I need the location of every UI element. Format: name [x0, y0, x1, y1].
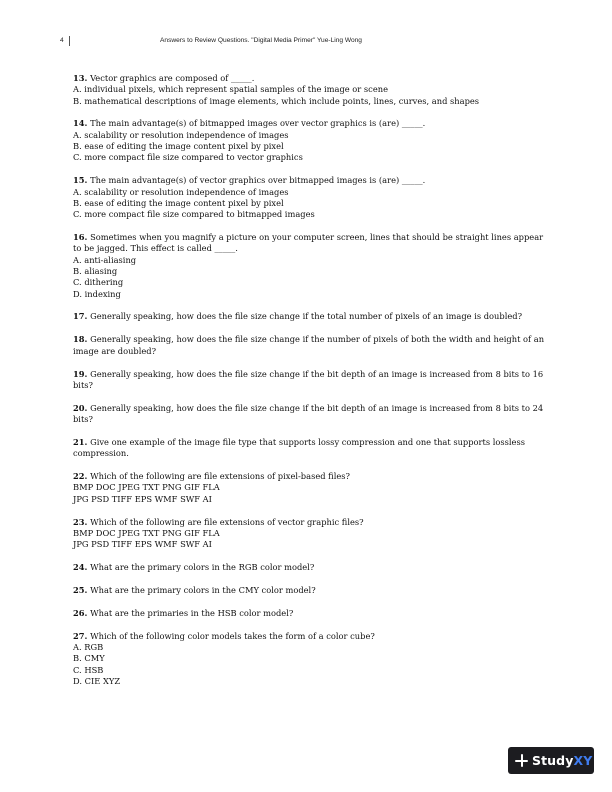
answer-option: A. anti-aliasing	[73, 254, 137, 265]
question-number: 20.	[73, 402, 88, 413]
question-number: 25.	[73, 584, 88, 595]
question-stem	[73, 232, 553, 255]
question-stem	[73, 73, 553, 84]
question-stem	[73, 369, 553, 392]
answer-option: B. CMY	[73, 653, 105, 664]
question-stem	[73, 437, 553, 460]
question-block	[73, 517, 553, 551]
studyxy-badge[interactable]	[508, 747, 594, 774]
question-stem	[73, 471, 553, 482]
question-block	[73, 631, 553, 687]
answer-option: B. ease of editing the image content pixel by pixel	[73, 141, 284, 152]
question-stem	[73, 334, 553, 357]
question-text: Which of the following color models takes the form of a color cube?	[90, 630, 375, 641]
question-stem	[73, 562, 553, 573]
answer-option: B. mathematical descriptions of image elements, which include points, lines, curves, and shapes	[73, 95, 480, 106]
answer-option: C. dithering	[73, 277, 124, 288]
question-number: 15.	[73, 175, 88, 186]
question-block	[73, 471, 553, 505]
question-block	[73, 403, 553, 426]
answer-option: A. individual pixels, which represent spatial samples of the image or scene	[73, 84, 388, 95]
answer-option: D. indexing	[73, 288, 121, 299]
question-number: 24.	[73, 562, 88, 573]
header-title: Answers to Review Questions. "Digital Media Primer" Yue-Ling Wong	[160, 37, 362, 44]
answer-option: BMP DOC JPEG TXT PNG GIF FLA	[73, 482, 220, 493]
answer-option: C. HSB	[73, 664, 104, 675]
question-number: 19.	[73, 368, 88, 379]
question-text: Sometimes when you magnify a picture on your computer screen, lines that should be straight lines appear to be jagged. This effect is called _____.	[73, 232, 544, 254]
question-block	[73, 334, 553, 357]
question-list	[73, 73, 553, 699]
answer-option: JPG PSD TIFF EPS WMF SWF AI	[73, 539, 212, 550]
question-text: The main advantage(s) of bitmapped images over vector graphics is (are) _____.	[90, 118, 426, 129]
question-stem	[73, 311, 553, 322]
answer-option: A. scalability or resolution independence of images	[73, 129, 289, 140]
question-text: Vector graphics are composed of _____.	[90, 73, 255, 83]
question-text: Generally speaking, how does the file size change if the total number of pixels of an image is doubled?	[90, 311, 523, 322]
question-block	[73, 118, 553, 163]
brand-xy: XY	[573, 753, 593, 768]
question-number: 13.	[73, 73, 88, 83]
question-number: 14.	[73, 118, 88, 129]
question-text: Which of the following are file extensions of pixel-based files?	[90, 471, 350, 482]
answer-option: D. CIE XYZ	[73, 675, 121, 686]
question-number: 18.	[73, 334, 88, 345]
question-number: 21.	[73, 436, 88, 447]
question-block	[73, 311, 553, 322]
question-stem	[73, 118, 553, 129]
question-block	[73, 437, 553, 460]
answer-option: JPG PSD TIFF EPS WMF SWF AI	[73, 493, 212, 504]
question-number: 17.	[73, 311, 88, 322]
question-number: 16.	[73, 232, 88, 243]
question-stem	[73, 403, 553, 426]
answer-option: B. aliasing	[73, 265, 118, 276]
question-text: What are the primaries in the HSB color model?	[90, 607, 294, 618]
question-stem	[73, 631, 553, 642]
question-block	[73, 175, 553, 220]
plus-icon	[515, 754, 528, 767]
question-block	[73, 232, 553, 300]
question-text: What are the primary colors in the CMY color model?	[90, 584, 316, 595]
brand-study: Study	[532, 753, 574, 768]
question-block	[73, 562, 553, 573]
question-text: Give one example of the image file type that supports lossy compression and one that supports lossless compression.	[73, 436, 525, 459]
answer-option: A. RGB	[73, 642, 104, 652]
question-number: 22.	[73, 471, 88, 482]
question-text: The main advantage(s) of vector graphics over bitmapped images is (are) _____.	[90, 175, 426, 186]
page-number: 4	[60, 37, 64, 44]
question-block	[73, 608, 553, 619]
question-text: Generally speaking, how does the file size change if the bit depth of an image is increased from 8 bits to 24 bits?	[73, 402, 544, 424]
answer-option: A. scalability or resolution independence of images	[73, 186, 289, 197]
header-divider	[69, 36, 70, 46]
question-text: Which of the following are file extensions of vector graphic files?	[90, 516, 364, 527]
question-stem	[73, 585, 553, 596]
answer-option: C. more compact file size compared to vector graphics	[73, 152, 303, 163]
question-text: Generally speaking, how does the file size change if the number of pixels of both the width and height of an image are doubled?	[73, 334, 545, 356]
question-number: 23.	[73, 516, 88, 527]
question-stem	[73, 175, 553, 186]
question-stem	[73, 517, 553, 528]
question-stem	[73, 608, 553, 619]
question-text: Generally speaking, how does the file size change if the bit depth of an image is increased from 8 bits to 16 bits?	[73, 368, 544, 390]
answer-option: B. ease of editing the image content pixel by pixel	[73, 197, 284, 208]
question-text: What are the primary colors in the RGB color model?	[90, 562, 315, 573]
page-header	[52, 36, 572, 50]
question-number: 27.	[73, 630, 88, 641]
question-block	[73, 585, 553, 596]
question-number: 26.	[73, 607, 88, 618]
question-block	[73, 73, 553, 107]
question-block	[73, 369, 553, 392]
answer-option: C. more compact file size compared to bitmapped images	[73, 209, 315, 220]
answer-option: BMP DOC JPEG TXT PNG GIF FLA	[73, 527, 220, 538]
